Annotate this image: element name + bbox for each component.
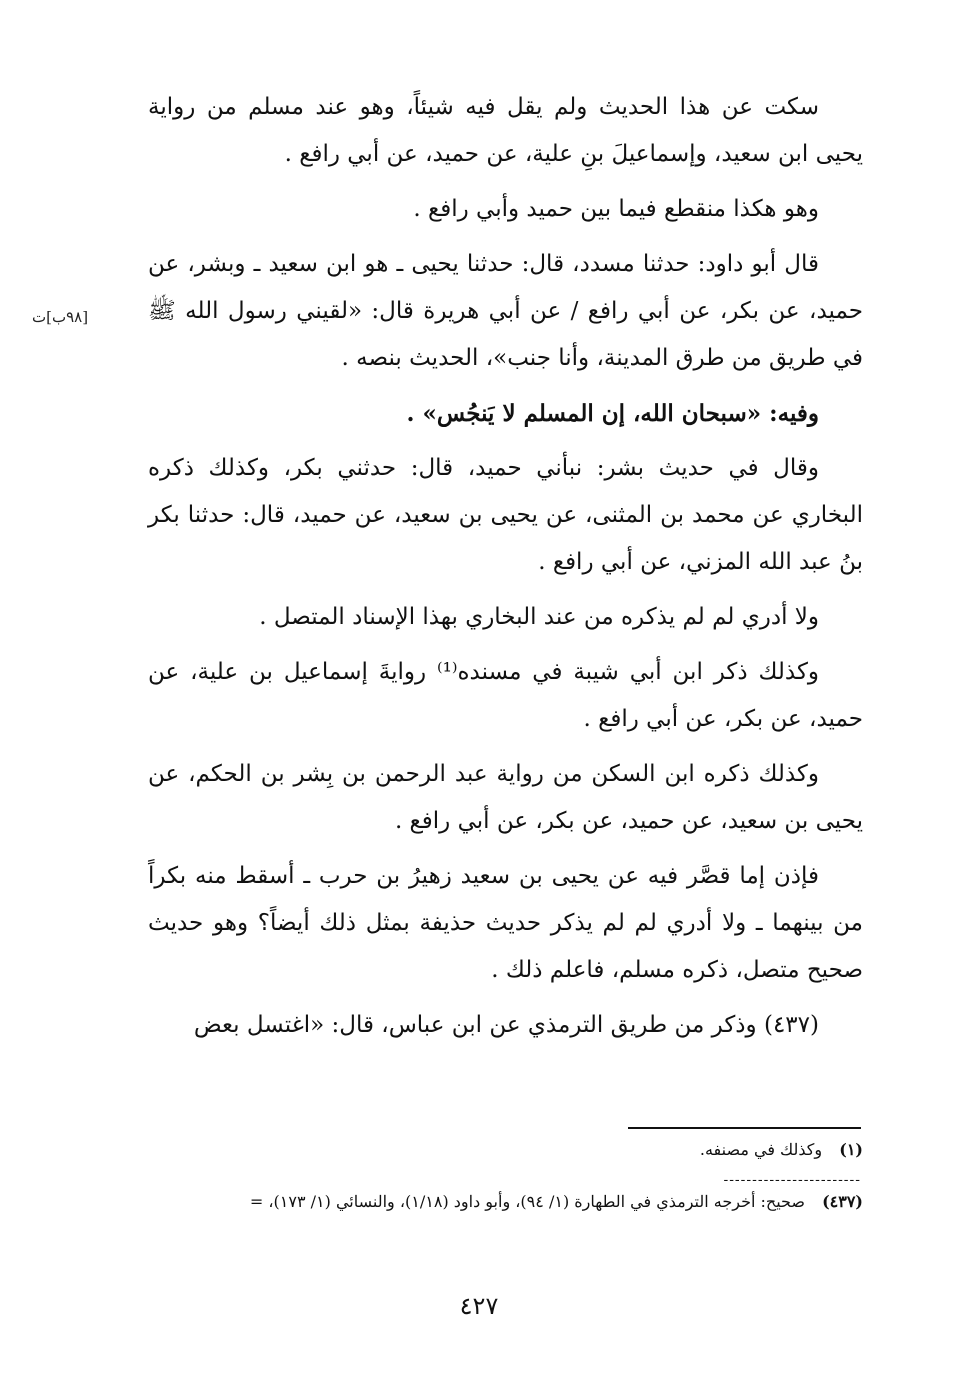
footnote-1-number: (١) (839, 1140, 863, 1159)
paragraph-1: سكت عن هذا الحديث ولم يقل فيه شيئاً، وهو عند مسلم من رواية يحيى ابن سعيد، وإسماعيلَ بنِ علية، عن حميد، عن أبي رافع . (148, 94, 863, 167)
paragraph-6: ولا أدري لم لم يذكره من عند البخاري بهذا الإسناد المتصل . (259, 604, 819, 630)
paragraph-9: فإذن إما قصَّر فيه عن يحيى بن سعيد زهيرُ بن حرب ـ أسقط منه بكراً من بينهما ـ ولا أدري لم لم يذكر حديث حذيفة بمثل ذلك أيضاً؟ وهو حديث صحيح متصل، ذكره مسلم، فاعلم ذلك . (148, 863, 863, 983)
paragraph-3: قال أبو داود: حدثنا مسدد، قال: حدثنا يحيى ـ هو ابن سعيد ـ وبشر، عن حميد، عن بكر، عن أبي رافع / عن أبي هريرة قال: «لقيني رسول الله ﷺ في طريق من طرق المدينة، وأنا جنب»، الحديث بنصه . (148, 251, 863, 371)
footnote-separator: ------------------------ (723, 1172, 861, 1188)
paragraph-4: وفيه: «سبحان الله، إن المسلم لا يَنجُس» . (406, 400, 819, 427)
footnote-1-text: وكذلك في مصنفه. (699, 1140, 823, 1159)
paragraph-10: (٤٣٧) وذكر من طريق الترمذي عن ابن عباس، قال: «اغتسل بعض (193, 1012, 819, 1038)
paragraph-5: وقال في حديث بشر: نبأني حميد، قال: حدثني بكر، وكذلك ذكره البخاري عن محمد بن المثنى، عن يحيى بن سعيد، عن حميد، قال: حدثنا بكر بنُ عبد الله المزني، عن أبي رافع . (148, 455, 863, 575)
footnote-437-text: صحيح: أخرجه الترمذي في الطهارة (١/ ٩٤)، وأبو داود (١/١٨)، والنسائي (١/ ١٧٣)، = (249, 1192, 805, 1211)
page-number: ٤٢٧ (459, 1292, 499, 1320)
paragraph-7: وكذلك ذكر ابن أبي شيبة في مسنده⁽¹⁾ روايةَ إسماعيل بن علية، عن حميد، عن بكر، عن أبي رافع . (148, 659, 863, 732)
footnote-1 (700, 1140, 863, 1159)
footnote-437 (250, 1192, 863, 1211)
main-text (148, 84, 863, 1057)
paragraph-8: وكذلك ذكره ابن السكن من رواية عبد الرحمن بن بِشر بن الحكم، عن يحيى بن سعيد، عن حميد، عن بكر، عن أبي رافع . (148, 761, 863, 834)
footnote-rule (628, 1127, 861, 1129)
paragraph-2: وهو هكذا منقطع فيما بين حميد وأبي رافع . (413, 196, 819, 222)
manuscript-folio-note: [٩٨ب]ت (32, 308, 89, 326)
footnote-437-number: (٤٣٧) (822, 1192, 863, 1211)
